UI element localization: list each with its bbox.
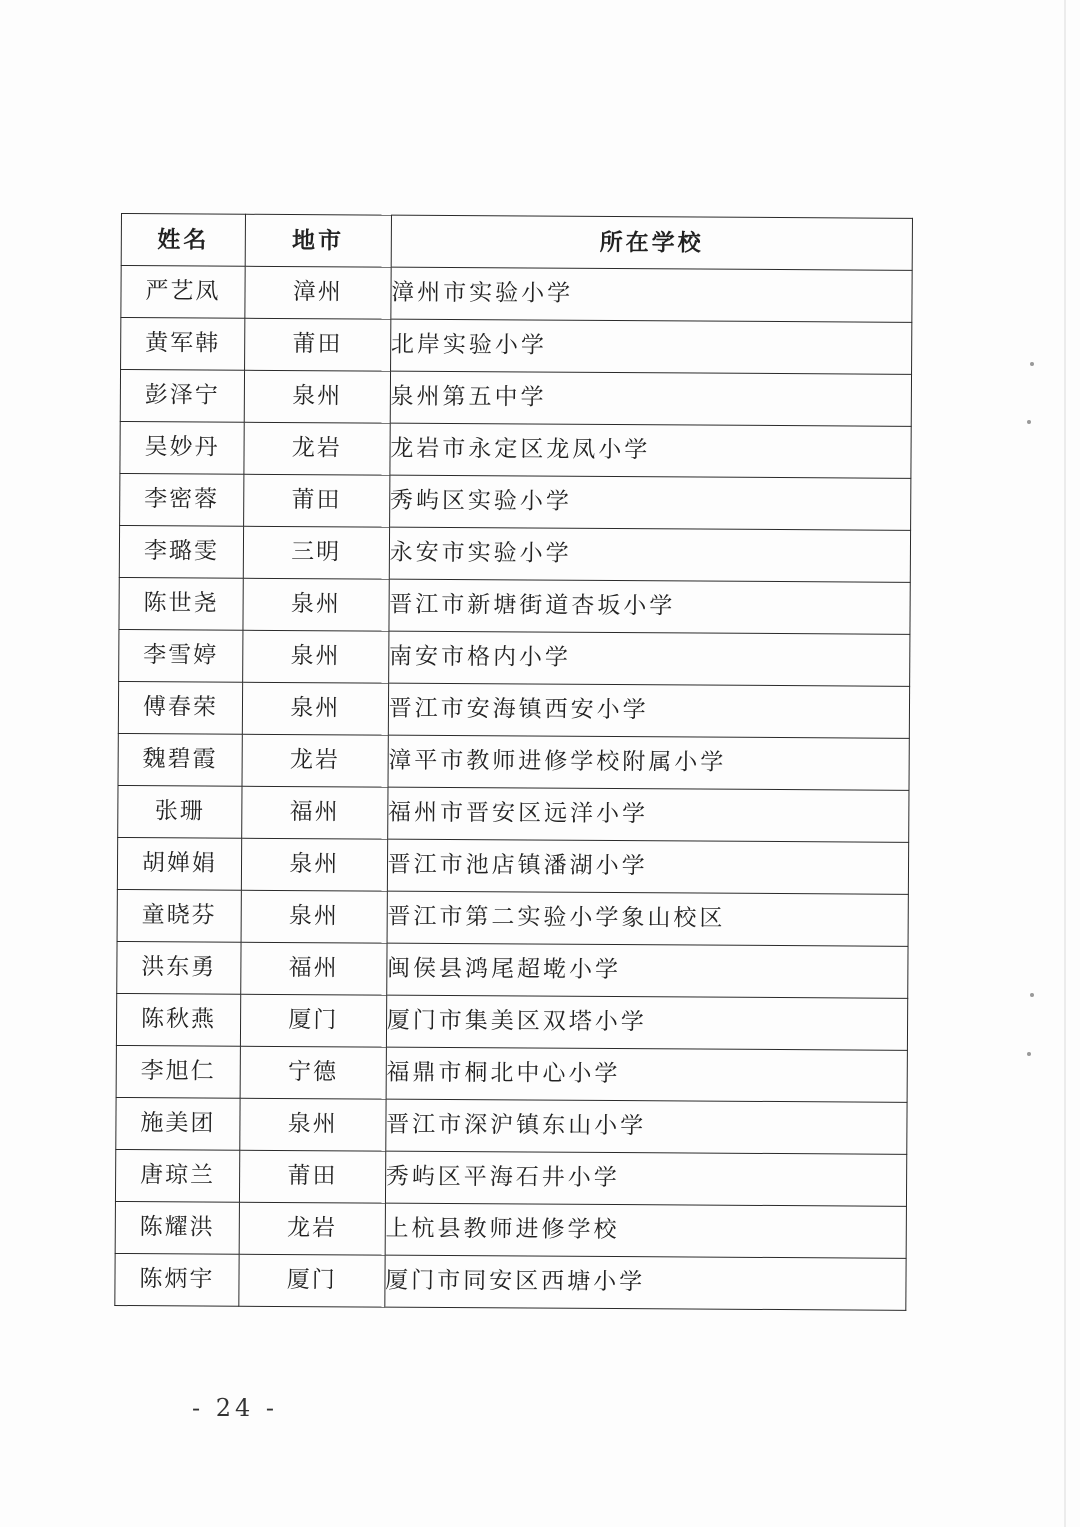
cell-school: 上杭县教师进修学校: [385, 1203, 907, 1258]
cell-school: 漳州市实验小学: [391, 267, 913, 322]
cell-city: 泉州: [241, 890, 387, 943]
cell-school: 泉州第五中学: [390, 371, 912, 426]
cell-name: 陈世尧: [119, 577, 243, 630]
cell-city: 龙岩: [239, 1202, 385, 1255]
cell-city: 泉州: [241, 838, 387, 891]
cell-school: 晋江市新塘街道杏坂小学: [389, 579, 911, 634]
cell-name: 李旭仁: [116, 1045, 240, 1098]
cell-city: 莆田: [243, 474, 389, 527]
cell-city: 厦门: [239, 1254, 385, 1307]
cell-name: 彭泽宁: [120, 370, 244, 423]
table-row: [121, 318, 912, 375]
cell-city: 莆田: [244, 318, 390, 371]
cell-name: 陈炳宇: [115, 1253, 239, 1306]
column-header-city: 地市: [245, 214, 391, 267]
scan-speck: [1030, 993, 1034, 997]
cell-name: 吴妙丹: [120, 421, 244, 474]
cell-school: 福州市晋安区远洋小学: [387, 787, 909, 842]
roster-table-body: [115, 266, 912, 1311]
table-row: [115, 1201, 906, 1258]
cell-school: 秀屿区实验小学: [389, 475, 911, 530]
cell-name: 黄军韩: [121, 318, 245, 371]
cell-school: 秀屿区平海石井小学: [385, 1151, 907, 1206]
cell-school: 晋江市深沪镇东山小学: [385, 1099, 907, 1154]
cell-school: 厦门市同安区西塘小学: [385, 1255, 907, 1310]
cell-city: 龙岩: [242, 734, 388, 787]
table-row: [118, 785, 909, 842]
table-row: [117, 941, 908, 998]
cell-city: 泉州: [244, 370, 390, 423]
table-row: [117, 837, 908, 894]
cell-school: 晋江市池店镇潘湖小学: [387, 839, 909, 894]
cell-city: 厦门: [240, 994, 386, 1047]
table-row: [120, 421, 911, 478]
cell-name: 洪东勇: [117, 941, 241, 994]
cell-school: 厦门市集美区双塔小学: [386, 995, 908, 1050]
column-header-name: 姓名: [121, 214, 245, 267]
cell-name: 陈耀洪: [115, 1201, 239, 1254]
cell-name: 魏碧霞: [118, 733, 242, 786]
table-row: [118, 681, 909, 738]
cell-city: 泉州: [243, 578, 389, 631]
table-row: [120, 473, 911, 530]
cell-school: 永安市实验小学: [389, 527, 911, 582]
cell-name: 李密蓉: [120, 473, 244, 526]
cell-name: 施美团: [116, 1097, 240, 1150]
cell-school: 龙岩市永定区龙凤小学: [390, 423, 912, 478]
table-row: [119, 525, 910, 582]
scan-speck: [1027, 420, 1031, 424]
cell-name: 胡婵娟: [117, 837, 241, 890]
cell-name: 童晓芬: [117, 889, 241, 942]
cell-name: 李璐雯: [119, 525, 243, 578]
cell-city: 泉州: [242, 630, 388, 683]
table-row: [118, 733, 909, 790]
cell-city: 莆田: [239, 1150, 385, 1203]
cell-city: 三明: [243, 526, 389, 579]
cell-name: 严艺凤: [121, 266, 245, 319]
table-row: [116, 993, 907, 1050]
roster-table: [114, 213, 913, 1311]
cell-city: 龙岩: [244, 422, 390, 475]
cell-city: 漳州: [245, 266, 391, 319]
cell-school: 晋江市第二实验小学象山校区: [387, 891, 909, 946]
cell-school: 晋江市安海镇西安小学: [388, 683, 910, 738]
cell-name: 张珊: [118, 785, 242, 838]
cell-name: 李雪婷: [119, 629, 243, 682]
table-row: [116, 1097, 907, 1154]
cell-city: 宁德: [240, 1046, 386, 1099]
cell-city: 福州: [241, 942, 387, 995]
cell-name: 傅春荣: [118, 681, 242, 734]
cell-name: 陈秋燕: [116, 993, 240, 1046]
cell-city: 泉州: [240, 1098, 386, 1151]
table-row: [120, 370, 911, 427]
cell-city: 泉州: [242, 682, 388, 735]
column-header-school: 所在学校: [391, 215, 913, 270]
table-row: [115, 1253, 906, 1310]
cell-school: 闽侯县鸿尾超墘小学: [386, 943, 908, 998]
table-header-row: [121, 214, 912, 271]
cell-city: 福州: [242, 786, 388, 839]
cell-school: 北岸实验小学: [390, 319, 912, 374]
cell-school: 南安市格内小学: [388, 631, 910, 686]
table-row: [116, 1045, 907, 1102]
page-edge-shadow: [1064, 0, 1066, 1527]
page-number: - 24 -: [191, 1394, 278, 1422]
table-row: [115, 1149, 906, 1206]
cell-name: 唐琼兰: [115, 1149, 239, 1202]
table-row: [119, 629, 910, 686]
scan-speck: [1027, 1052, 1031, 1056]
cell-school: 福鼎市桐北中心小学: [386, 1047, 908, 1102]
table-row: [119, 577, 910, 634]
scan-speck: [1030, 362, 1034, 366]
cell-school: 漳平市教师进修学校附属小学: [388, 735, 910, 790]
table-row: [117, 889, 908, 946]
table-row: [121, 266, 912, 323]
